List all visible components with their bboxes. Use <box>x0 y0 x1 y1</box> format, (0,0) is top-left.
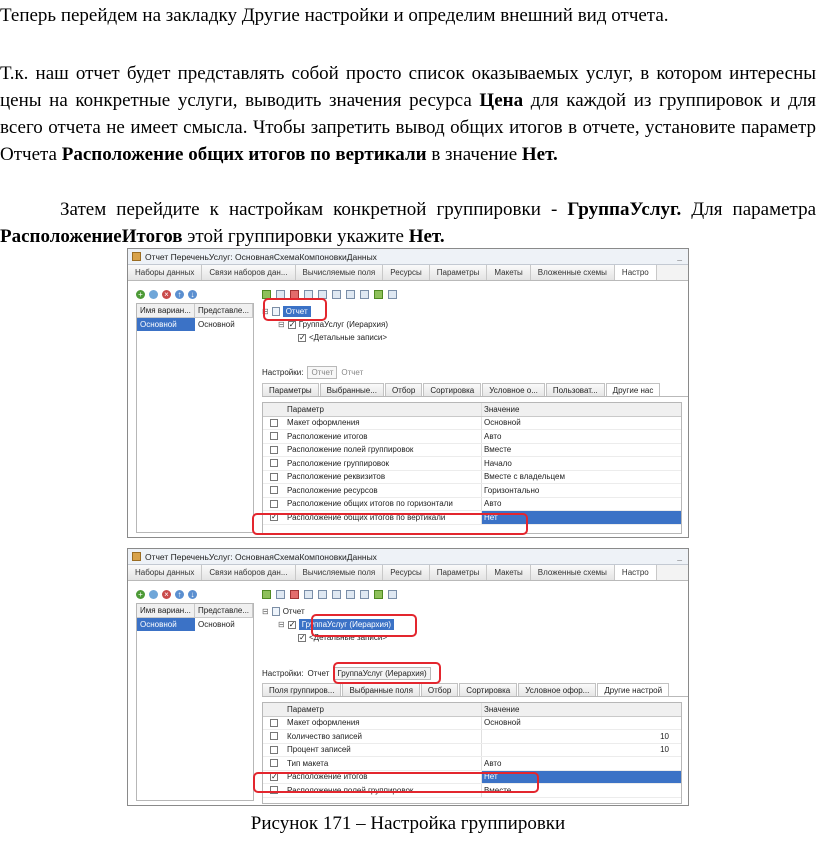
group-checkbox[interactable]: ✓ <box>288 619 296 629</box>
delete-icon[interactable]: × <box>162 590 171 599</box>
add-grouping-icon[interactable] <box>262 590 271 599</box>
tab-calculated-fields[interactable]: Вычисляемые поля <box>296 265 384 280</box>
variant-presentation: Основной <box>198 320 235 329</box>
variants-list <box>136 303 254 533</box>
settings-label: Настройки: <box>262 368 304 377</box>
variants-toolbar <box>136 587 197 601</box>
value-cell[interactable]: Основной <box>481 417 681 430</box>
report-settings-window-2 <box>127 548 689 806</box>
variants-header <box>137 304 253 318</box>
tab-dataset-links[interactable]: Связи наборов дан... <box>202 565 295 580</box>
report-node-icon <box>272 607 280 616</box>
schema-tabs <box>128 265 688 281</box>
tree-root-label: Отчет <box>283 306 311 317</box>
chart-icon[interactable] <box>388 290 397 299</box>
grouping-paragraph <box>0 196 816 250</box>
tree-root[interactable] <box>262 605 394 618</box>
intro-text: Теперь перейдем на закладку Другие настройки и определим внешний вид отчета. <box>0 5 669 26</box>
minimize-icon[interactable]: _ <box>677 551 682 562</box>
explanation-bold-value: Нет. <box>521 144 558 165</box>
move-up-icon[interactable]: ↑ <box>175 590 184 599</box>
table-row[interactable] <box>263 744 681 758</box>
tree-details-label: <Детальные записи> <box>309 333 388 342</box>
grouping-bold-param: РасположениеИтогов <box>0 226 183 247</box>
row-checkbox[interactable] <box>270 473 278 481</box>
variant-presentation-header[interactable]: Представле... <box>195 304 253 317</box>
row-checkbox[interactable] <box>270 786 278 794</box>
param-cell: Расположение ресурсов <box>287 485 378 495</box>
value-cell[interactable]: Авто <box>481 430 681 443</box>
row-checkbox[interactable] <box>270 446 278 454</box>
row-checkbox[interactable]: ✓ <box>271 771 278 781</box>
collapse-icon[interactable]: ⊟ <box>262 307 269 316</box>
tree-root-label: Отчет <box>282 607 305 616</box>
param-cell: Расположение полей группировок <box>287 445 414 455</box>
value-cell[interactable]: 10 <box>481 730 681 743</box>
row-checkbox[interactable] <box>270 432 278 440</box>
report-node-icon <box>272 307 280 316</box>
subtab-filter[interactable]: Отбор <box>421 683 458 696</box>
param-cell: Расположение итогов <box>287 772 368 782</box>
table-row[interactable] <box>263 457 681 471</box>
tree-group-label: ГруппаУслуг (Иерархия) <box>299 619 394 630</box>
tab-dataset-links[interactable]: Связи наборов дан... <box>202 265 295 280</box>
subtab-sorting[interactable]: Сортировка <box>423 383 481 396</box>
table-row[interactable] <box>263 511 681 525</box>
param-column-header: Параметр <box>287 404 324 414</box>
row-checkbox[interactable] <box>270 746 278 754</box>
tab-nested-schemes[interactable]: Вложенные схемы <box>531 565 615 580</box>
subtab-conditional[interactable]: Условное о... <box>482 383 545 396</box>
value-cell[interactable]: Горизонтально <box>481 484 681 497</box>
tab-resources[interactable]: Ресурсы <box>383 565 430 580</box>
table-row[interactable] <box>263 717 681 731</box>
tab-parameters[interactable]: Параметры <box>430 265 488 280</box>
tree-group-node[interactable] <box>262 618 394 631</box>
explanation-text-2: для каждой из группировок и для всего отчета не имеет смысла. Чтобы запретить вывод общих итогов в отчете, установите параметр Отчета <box>0 90 816 165</box>
param-cell: Расположение общих итогов по горизонтали <box>287 499 453 509</box>
table-row[interactable] <box>263 471 681 485</box>
subtab-other-settings[interactable]: Другие нас <box>606 383 661 396</box>
tab-resources[interactable]: Ресурсы <box>383 265 430 280</box>
param-cell: Процент записей <box>287 745 351 755</box>
param-cell: Расположение итогов <box>287 431 368 441</box>
search-icon[interactable] <box>332 590 341 599</box>
edit-icon[interactable] <box>276 290 285 299</box>
copy-icon[interactable] <box>149 590 158 599</box>
collapse-icon[interactable]: ⊟ <box>262 607 269 616</box>
delete-icon[interactable]: × <box>162 290 171 299</box>
settings-chip-group[interactable]: ГруппаУслуг (Иерархия) <box>333 667 430 680</box>
list-item[interactable] <box>137 318 253 331</box>
tree-group-label: ГруппаУслуг (Иерархия) <box>298 320 388 329</box>
subtab-user[interactable]: Пользоват... <box>546 383 605 396</box>
add-icon[interactable]: + <box>136 590 145 599</box>
move-down-icon[interactable] <box>318 590 327 599</box>
move-down-icon[interactable]: ↓ <box>188 290 197 299</box>
tree-details-node[interactable] <box>262 331 388 344</box>
explanation-bold-param: Расположение общих итогов по вертикали <box>61 144 427 165</box>
row-checkbox[interactable]: ✓ <box>271 512 278 522</box>
tree-group-node[interactable] <box>262 318 388 331</box>
move-up-icon[interactable] <box>304 290 313 299</box>
structure-toolbar <box>262 587 397 601</box>
tab-datasets[interactable]: Наборы данных <box>128 265 202 280</box>
table-row[interactable] <box>263 784 681 798</box>
chart-icon[interactable] <box>388 590 397 599</box>
param-cell: Расположение полей группировок <box>287 785 414 795</box>
subtab-parameters[interactable]: Параметры <box>262 383 319 396</box>
tree-details-label: <Детальные записи> <box>309 633 388 642</box>
table-row[interactable] <box>263 484 681 498</box>
structure-tree <box>262 605 394 644</box>
structure-tree <box>262 305 388 344</box>
move-down-icon[interactable]: ↓ <box>188 590 197 599</box>
row-checkbox[interactable] <box>270 759 278 767</box>
table-row[interactable] <box>263 417 681 431</box>
explanation-text-3: в значение <box>426 144 522 165</box>
grouping-text-2: Для параметра <box>681 199 816 220</box>
settings-selector <box>262 667 431 680</box>
settings-chip-report[interactable]: Отчет <box>307 366 337 379</box>
tab-settings[interactable]: Настро <box>615 265 657 280</box>
table-row[interactable] <box>263 757 681 771</box>
figure-caption: Рисунок 171 – Настройка группировки <box>250 813 566 834</box>
explanation-bold-price: Цена <box>479 90 524 111</box>
collapse-icon[interactable]: ⊟ <box>278 620 285 629</box>
table-icon[interactable] <box>374 290 383 299</box>
table-icon[interactable] <box>374 590 383 599</box>
row-checkbox[interactable] <box>270 459 278 467</box>
delete-icon[interactable] <box>290 590 299 599</box>
value-cell[interactable]: Авто <box>481 498 681 511</box>
add-grouping-icon[interactable] <box>262 290 271 299</box>
group-icon[interactable] <box>346 290 355 299</box>
search-icon[interactable] <box>332 290 341 299</box>
value-cell[interactable]: Нет <box>481 511 681 524</box>
grouping-bold-group: ГруппаУслуг. <box>567 199 682 220</box>
value-cell[interactable]: Авто <box>481 757 681 770</box>
row-checkbox[interactable] <box>270 486 278 494</box>
variants-list <box>136 603 254 801</box>
param-cell: Макет оформления <box>287 418 360 428</box>
grouping-text-1: Затем перейдите к настройкам конкретной группировки - <box>60 199 568 220</box>
param-column-header: Параметр <box>287 704 324 714</box>
grouping-bold-value: Нет. <box>408 226 445 247</box>
window-title: Отчет ПереченьУслуг: ОсновнаяСхемаКомпоновкиДанных <box>145 251 377 262</box>
ungroup-icon[interactable] <box>360 290 369 299</box>
variant-presentation-header[interactable]: Представле... <box>195 604 253 617</box>
variants-toolbar <box>136 287 197 301</box>
value-cell[interactable]: Вместе <box>481 784 681 797</box>
grouping-text-3: этой группировки укажите <box>182 226 409 247</box>
report-icon <box>132 252 141 261</box>
move-up-icon[interactable]: ↑ <box>175 290 184 299</box>
row-checkbox[interactable] <box>270 732 278 740</box>
param-cell: Расположение общих итогов по вертикали <box>287 512 446 522</box>
tab-datasets[interactable]: Наборы данных <box>128 565 202 580</box>
window-titlebar <box>128 549 688 565</box>
variant-name-header[interactable]: Имя вариан... <box>137 604 195 617</box>
ungroup-icon[interactable] <box>360 590 369 599</box>
subtab-selected-fields[interactable]: Выбранные поля <box>342 683 419 696</box>
explanation-text-1: Т.к. наш отчет будет представлять собой просто список оказываемых услуг, в котором интересны цены на конкретные услуги, выводить значения ресурса <box>0 63 816 111</box>
subtab-grouping-fields[interactable]: Поля группиров... <box>262 683 341 696</box>
parameters-grid <box>262 402 682 534</box>
group-icon[interactable] <box>346 590 355 599</box>
param-cell: Расположение реквизитов <box>287 472 386 482</box>
row-checkbox[interactable] <box>270 500 278 508</box>
row-checkbox[interactable] <box>270 719 278 727</box>
window-title: Отчет ПереченьУслуг: ОсновнаяСхемаКомпоновкиДанных <box>145 551 377 562</box>
subtab-sorting[interactable]: Сортировка <box>459 683 517 696</box>
report-icon <box>132 552 141 561</box>
tree-root[interactable] <box>262 305 388 318</box>
param-cell: Количество записей <box>287 731 363 741</box>
subtab-selected[interactable]: Выбранные... <box>320 383 384 396</box>
tab-parameters[interactable]: Параметры <box>430 565 488 580</box>
copy-icon[interactable] <box>149 290 158 299</box>
tree-details-node[interactable] <box>262 631 394 644</box>
list-item[interactable] <box>137 618 253 631</box>
table-row[interactable] <box>263 498 681 512</box>
tab-layouts[interactable]: Макеты <box>487 265 530 280</box>
param-cell: Тип макета <box>287 758 329 768</box>
table-row[interactable] <box>263 444 681 458</box>
tab-calculated-fields[interactable]: Вычисляемые поля <box>296 565 384 580</box>
edit-icon[interactable] <box>276 590 285 599</box>
settings-selector <box>262 366 363 379</box>
settings-subtabs <box>262 683 688 697</box>
value-column-header: Значение <box>481 403 681 416</box>
tab-layouts[interactable]: Макеты <box>487 565 530 580</box>
grid-header <box>263 703 681 717</box>
variant-name: Основной <box>137 318 195 331</box>
delete-icon[interactable] <box>290 290 299 299</box>
settings-subtabs <box>262 383 688 397</box>
parameters-grid <box>262 702 682 804</box>
report-settings-window-1 <box>127 248 689 538</box>
tab-settings[interactable]: Настро <box>615 565 657 580</box>
details-checkbox[interactable]: ✓ <box>299 632 306 642</box>
window-titlebar <box>128 249 688 265</box>
param-cell: Макет оформления <box>287 718 360 728</box>
value-column-header: Значение <box>481 703 681 716</box>
collapse-icon[interactable]: ⊟ <box>278 320 285 329</box>
settings-chip-report[interactable]: Отчет <box>307 669 330 678</box>
add-icon[interactable]: + <box>136 290 145 299</box>
table-row[interactable] <box>263 771 681 785</box>
table-row[interactable] <box>263 730 681 744</box>
variant-name-header[interactable]: Имя вариан... <box>137 304 195 317</box>
minimize-icon[interactable]: _ <box>677 251 682 262</box>
settings-label: Настройки: <box>262 669 304 678</box>
row-checkbox[interactable] <box>270 419 278 427</box>
settings-chip-current[interactable]: Отчет <box>341 368 364 377</box>
subtab-conditional[interactable]: Условное офор... <box>518 683 596 696</box>
value-cell[interactable]: Начало <box>481 457 681 470</box>
variant-presentation: Основной <box>198 620 235 629</box>
grid-header <box>263 403 681 417</box>
variant-name: Основной <box>137 618 195 631</box>
intro-paragraph <box>0 2 816 29</box>
tab-nested-schemes[interactable]: Вложенные схемы <box>531 265 615 280</box>
value-cell[interactable]: Вместе <box>481 444 681 457</box>
param-cell: Расположение группировок <box>287 458 390 468</box>
value-cell[interactable]: Нет <box>481 771 681 784</box>
subtab-other-settings[interactable]: Другие настрой <box>597 683 669 696</box>
move-up-icon[interactable] <box>304 590 313 599</box>
value-cell[interactable]: Вместе с владельцем <box>481 471 681 484</box>
structure-toolbar <box>262 287 397 301</box>
explanation-paragraph <box>0 60 816 168</box>
table-row[interactable] <box>263 430 681 444</box>
value-cell[interactable]: 10 <box>481 744 681 757</box>
move-down-icon[interactable] <box>318 290 327 299</box>
schema-tabs <box>128 565 688 581</box>
subtab-filter[interactable]: Отбор <box>385 383 422 396</box>
group-checkbox[interactable]: ✓ <box>288 319 296 329</box>
variants-header <box>137 604 253 618</box>
value-cell[interactable]: Основной <box>481 717 681 730</box>
details-checkbox[interactable]: ✓ <box>299 332 306 342</box>
